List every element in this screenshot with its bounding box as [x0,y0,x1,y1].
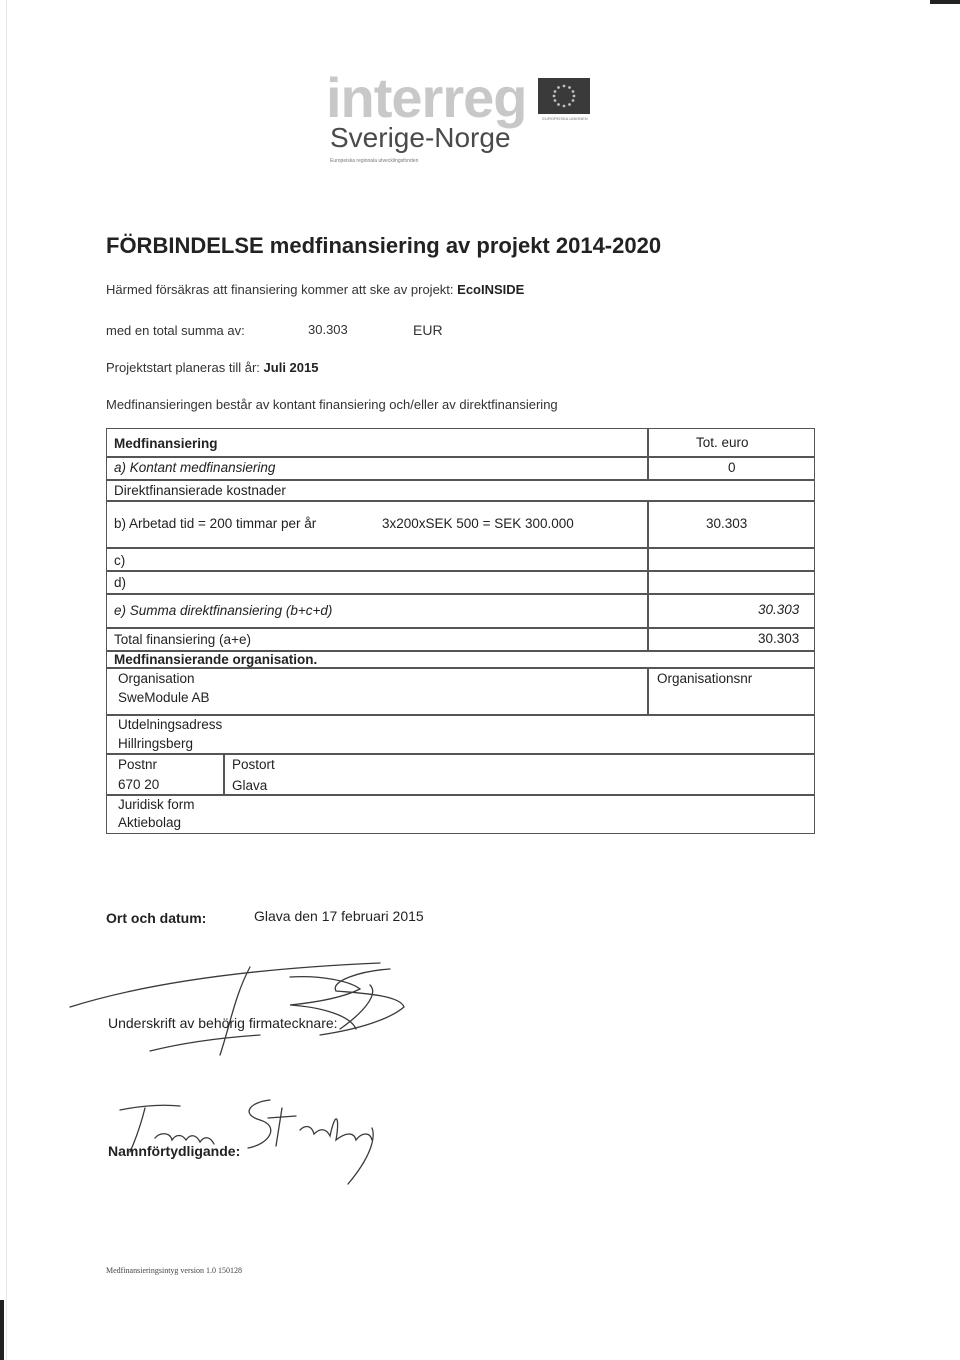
table-rule [106,479,815,481]
row-a-label: a) Kontant medfinansiering [114,460,276,475]
table-header-total: Tot. euro [696,435,749,450]
table-rule [106,593,815,595]
logo-tagline: Europeiska regionala utvecklingsfonden [330,158,419,164]
row-b-calculation: 3x200xSEK 500 = SEK 300.000 [382,516,574,531]
org-label: Organisation [118,671,195,686]
table-rule [106,627,815,629]
org-value: SweModule AB [118,690,210,705]
start-line [106,360,318,375]
postort-label: Postort [232,757,275,772]
table-rule [223,753,225,794]
row-e-value: 30.303 [758,602,800,617]
table-rule [647,500,649,650]
project-name: EcoINSIDE [457,282,525,297]
table-rule [106,753,815,755]
project-line-prefix: Härmed försäkras att finansiering kommer att ske av projekt: [106,282,454,297]
postnr-value: 670 20 [118,777,160,792]
table-rule [106,794,815,796]
scan-edge-mark [0,1300,4,1360]
logo-region: Sverige-Norge [330,122,511,153]
total-amount: 30.303 [308,322,348,337]
place-date-label: Ort och datum: [106,910,207,926]
table-rule [106,570,815,572]
signature-label: Underskrift av behörig firmatecknare: [108,1015,338,1031]
interreg-logo [320,66,620,170]
footer-version: Medfinansieringsintyg version 1.0 150128 [106,1266,242,1275]
logo-wordmark: interreg [326,66,527,129]
orgnr-label: Organisationsnr [657,671,753,686]
eu-caption: EUROPEISKA UNIONEN [542,116,588,121]
address-value: Hillringsberg [118,736,194,751]
total-financing-value: 30.303 [758,631,800,646]
row-d-label: d) [114,575,127,590]
row-b-label: b) Arbetad tid = 200 timmar per år [114,516,317,531]
currency: EUR [413,322,443,338]
postnr-label: Postnr [118,757,158,772]
project-line [106,282,524,297]
handwritten-name [100,1088,400,1188]
table-rule [647,456,649,479]
section-direct-costs: Direktfinansierade kostnader [114,483,286,498]
table-rule [106,456,815,458]
total-financing-label: Total finansiering (a+e) [114,632,251,647]
row-c-label: c) [114,553,126,568]
name-clarification-label: Namnförtydligande: [108,1143,241,1159]
eu-flag-icon [538,78,590,114]
table-rule [647,428,649,456]
start-label: Projektstart planeras till år: [106,360,260,375]
scan-shadow [6,0,7,1360]
table-rule [106,714,815,716]
row-b-value: 30.303 [706,516,748,531]
start-value: Juli 2015 [263,360,319,375]
legal-form-value: Aktiebolag [118,815,182,830]
address-label: Utdelningsadress [118,717,223,732]
row-e-label: e) Summa direktfinansiering (b+c+d) [114,603,333,618]
composition-text: Medfinansieringen består av kontant finansiering och/eller av direktfinansiering [106,397,558,412]
legal-form-label: Juridisk form [118,797,195,812]
postort-value: Glava [232,778,268,793]
table-rule [647,667,649,714]
table-header-label: Medfinansiering [114,436,218,451]
table-rule [106,547,815,549]
total-label: med en total summa av: [106,323,245,338]
place-date-value: Glava den 17 februari 2015 [254,908,424,924]
scan-edge-mark [930,0,960,4]
document-title: FÖRBINDELSE medfinansiering av projekt 2014-2020 [106,233,662,258]
org-section-label: Medfinansierande organisation. [114,652,318,667]
table-rule [106,500,815,502]
row-a-value: 0 [728,460,736,475]
signature-scribble [60,955,440,1065]
